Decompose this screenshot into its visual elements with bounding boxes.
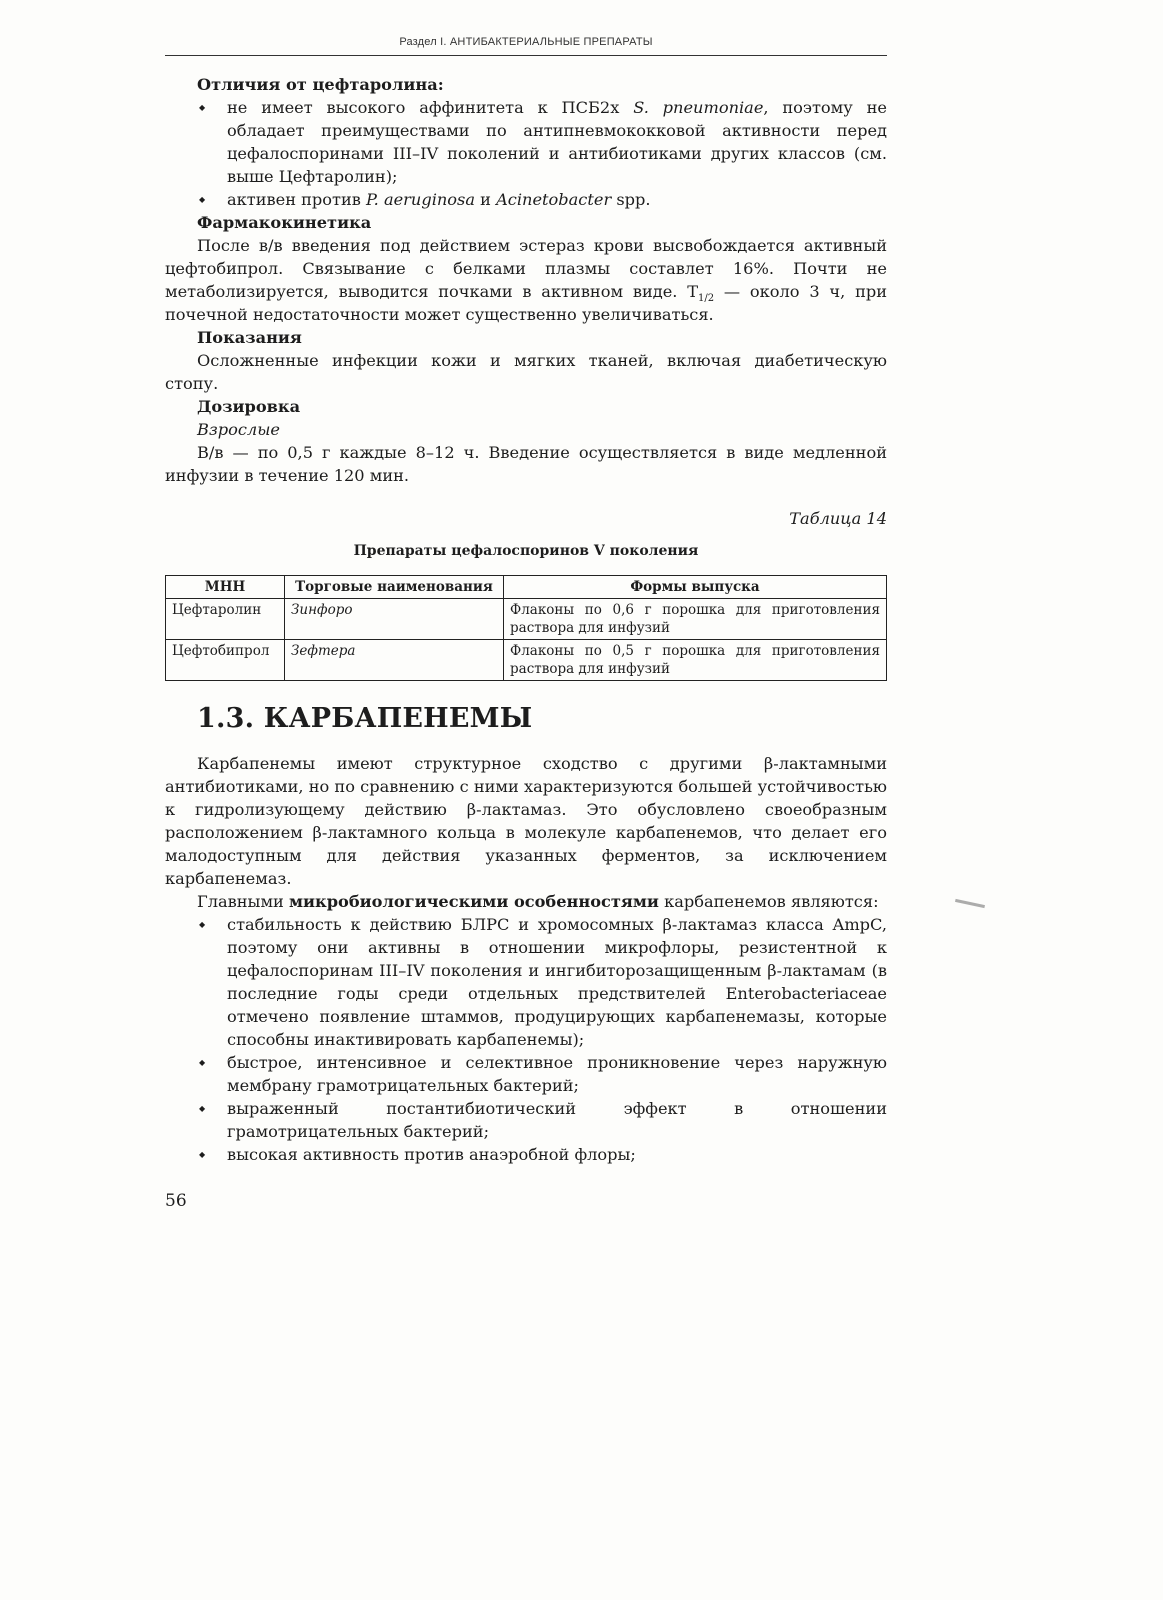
differences-list	[165, 96, 887, 211]
column-header: Торговые наименования	[285, 576, 504, 599]
table-header-row	[166, 576, 887, 599]
features-lead: Главными микробиологическими особенностями карбапенемов являются:	[197, 892, 879, 911]
dosage-subheading: Взрослые	[197, 420, 280, 439]
table-cell-form: Флаконы по 0,5 г порошка для приготовления раствора для инфузий	[504, 640, 887, 681]
scan-artifact	[955, 899, 985, 908]
cephalosporins-table	[165, 575, 887, 681]
pharmacokinetics-text: После в/в введения под действием эстераз крови высвобождается активный цефтобипрол. Связывание с белками плазмы составлет 16%. Почти не метаболизируется, выводится почками в активном виде. $T_{1/2}$ — около 3 ч, при почечной недостаточности может существенно увеличиваться.	[165, 236, 888, 324]
list-item: ◆ быстрое, интенсивное и селективное проникновение через наружную мембрану грамотрицательных бактерий;	[227, 1051, 887, 1097]
table-cell-form: Флаконы по 0,6 г порошка для приготовления раствора для инфузий	[504, 599, 887, 640]
table-row	[166, 599, 887, 640]
section-title: 1.3. КАРБАПЕНЕМЫ	[197, 703, 533, 734]
column-header: МНН	[166, 576, 285, 599]
list-item: ◆ не имеет высокого аффинитета к ПСБ2x S. pneumoniae, поэтому не обладает преимуществами по антипневмококковой активности перед цефалоспоринами III–IV поколений и антибиотиками других классов (см. выше Цефтаролин);	[227, 96, 887, 188]
differences-heading: Отличия от цефтаролина:	[197, 75, 444, 94]
list-item: ◆ стабильность к действию БЛРС и хромосомных β-лактамаз класса AmpC, поэтому они активны в отношении микрофлоры, резистентной к цефалоспоринам III–IV поколения и ингибиторозащищенным β-лактамам (в последние годы среди отдельных предствителей Enterobacteriaceae отмечено появление штаммов, продуцирующих карбапенемазы, которые способны инактивировать карбапенемы);	[227, 913, 887, 1051]
list-item: ◆ высокая активность против анаэробной флоры;	[227, 1143, 887, 1166]
list-item: ◆ активен против P. aeruginosa и Acinetobacter spp.	[227, 188, 887, 211]
book-page	[165, 36, 887, 1213]
table-caption: Таблица 14	[789, 509, 887, 528]
dosage-text: В/в — по 0,5 г каждые 8–12 ч. Введение осуществляется в виде медленной инфузии в течение 120 мин.	[165, 443, 887, 485]
indications-text: Осложненные инфекции кожи и мягких тканей, включая диабетическую стопу.	[165, 351, 887, 393]
page-content	[165, 73, 887, 1213]
carbapenems-intro: Карбапенемы имеют структурное сходство с другими β-лактамными антибиотиками, но по сравнению с ними характеризуются большей устойчивостью к гидролизующему действию β-лактамаз. Это обусловлено своеобразным расположением β-лактамного кольца в молекуле карбапенемов, что делает его малодоступным для действия указанных ферментов, за исключением карбапенемаз.	[165, 754, 887, 888]
dosage-heading: Дозировка	[197, 397, 301, 416]
table-row	[166, 640, 887, 681]
features-list	[165, 913, 887, 1166]
table-cell-trade-name: Зефтера	[285, 640, 504, 681]
column-header: Формы выпуска	[504, 576, 887, 599]
list-item: ◆ выраженный постантибиотический эффект в отношении грамотрицательных бактерий;	[227, 1097, 887, 1143]
table-cell-trade-name: Зинфоро	[285, 599, 504, 640]
pharmacokinetics-heading: Фармакокинетика	[197, 213, 372, 232]
running-header: Раздел I. АНТИБАКТЕРИАЛЬНЫЕ ПРЕПАРАТЫ	[165, 36, 887, 56]
table-cell-inn: Цефтаролин	[166, 599, 285, 640]
table-cell-inn: Цефтобипрол	[166, 640, 285, 681]
table-title: Препараты цефалоспоринов V поколения	[353, 543, 699, 559]
page-number: 56	[165, 1191, 187, 1211]
indications-heading: Показания	[197, 328, 302, 347]
